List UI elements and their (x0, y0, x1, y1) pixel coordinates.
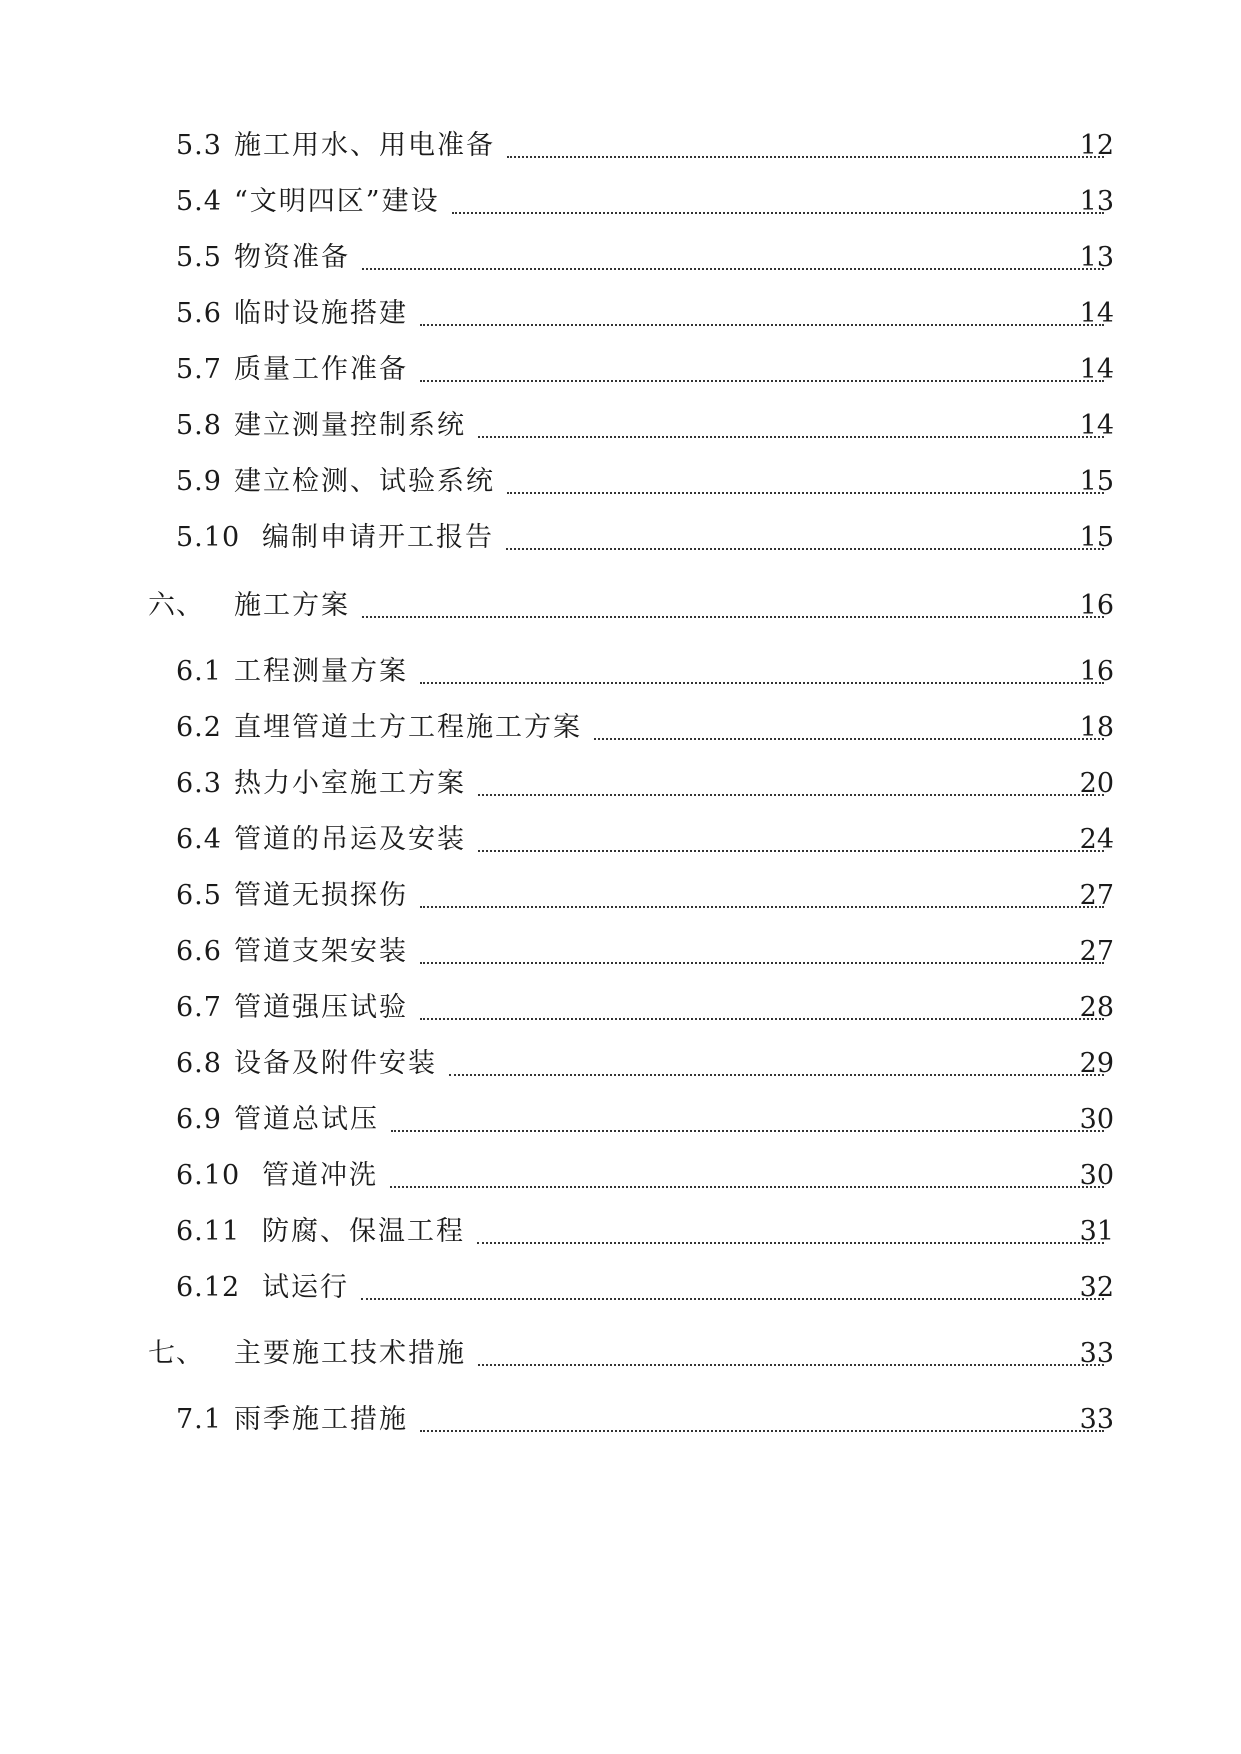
toc-entry-number: 7.1 (176, 1404, 222, 1435)
toc-entry-number: 6.3 (176, 768, 222, 799)
toc-entry-number: 6.9 (176, 1104, 222, 1135)
dot-leader (452, 194, 1104, 214)
dot-leader (391, 1112, 1104, 1132)
toc-entry-title: 直埋管道土方工程施工方案 (234, 712, 582, 743)
toc-entry-page: 15 (1079, 522, 1114, 553)
dot-leader (420, 664, 1104, 684)
toc-entry-6-10[interactable] (0, 1154, 1241, 1198)
toc-entry-page: 12 (1079, 130, 1114, 161)
toc-entry-number: 6.4 (176, 824, 222, 855)
toc-entry-page: 20 (1079, 768, 1114, 799)
toc-entry-number: 6.2 (176, 712, 222, 743)
toc-entry-title: 临时设施搭建 (234, 298, 408, 329)
toc-entry-page: 16 (1079, 590, 1114, 621)
dot-leader (362, 250, 1104, 270)
toc-entry-page: 28 (1079, 992, 1114, 1023)
toc-entry-number: 6.6 (176, 936, 222, 967)
toc-entry-number: 5.7 (176, 354, 222, 385)
dot-leader (420, 1000, 1104, 1020)
toc-entry-page: 16 (1079, 656, 1114, 687)
dot-leader (478, 832, 1104, 852)
toc-entry-page: 30 (1079, 1160, 1114, 1191)
toc-entry-number: 5.8 (176, 410, 222, 441)
toc-entry-number: 6.7 (176, 992, 222, 1023)
toc-entry-page: 32 (1079, 1272, 1114, 1303)
toc-entry-number: 6.1 (176, 656, 222, 687)
toc-entry-page: 14 (1079, 354, 1114, 385)
toc-entry-5-4[interactable] (0, 180, 1241, 224)
toc-entry-5-5[interactable] (0, 236, 1241, 280)
toc-entry-page: 31 (1079, 1216, 1114, 1247)
toc-entry-6-8[interactable] (0, 1042, 1241, 1086)
toc-entry-number: 6.11 (176, 1216, 241, 1247)
dot-leader (390, 1168, 1104, 1188)
toc-entry-5-7[interactable] (0, 348, 1241, 392)
dot-leader (478, 776, 1104, 796)
toc-entry-number: 5.4 (176, 186, 222, 217)
dot-leader (420, 888, 1104, 908)
toc-entry-title: 管道无损探伤 (234, 880, 408, 911)
toc-entry-6-5[interactable] (0, 874, 1241, 918)
toc-entry-title: 工程测量方案 (234, 656, 408, 687)
toc-entry-number: 6.10 (176, 1160, 241, 1191)
dot-leader (594, 720, 1104, 740)
toc-entry-5-10[interactable] (0, 516, 1241, 560)
toc-entry-title: 施工用水、用电准备 (234, 130, 495, 161)
toc-entry-title: 建立检测、试验系统 (234, 466, 495, 497)
toc-entry-title: 雨季施工措施 (234, 1404, 408, 1435)
toc-entry-number: 5.9 (176, 466, 222, 497)
toc-entry-number: 5.3 (176, 130, 222, 161)
toc-entry-number: 5.6 (176, 298, 222, 329)
toc-entry-chapter-7[interactable] (0, 1332, 1241, 1376)
toc-entry-number: 6.5 (176, 880, 222, 911)
toc-entry-6-2[interactable] (0, 706, 1241, 750)
dot-leader (362, 598, 1104, 618)
toc-entry-page: 13 (1079, 186, 1114, 217)
toc-entry-page: 14 (1079, 298, 1114, 329)
toc-entry-6-3[interactable] (0, 762, 1241, 806)
toc-entry-6-9[interactable] (0, 1098, 1241, 1142)
toc-entry-title: “文明四区”建设 (234, 186, 440, 217)
dot-leader (478, 418, 1104, 438)
dot-leader (449, 1056, 1104, 1076)
toc-entry-title: 管道冲洗 (262, 1160, 378, 1191)
toc-entry-title: 管道总试压 (234, 1104, 379, 1135)
toc-entry-title: 物资准备 (234, 242, 350, 273)
toc-entry-number: 5.5 (176, 242, 222, 273)
toc-entry-5-3[interactable] (0, 124, 1241, 168)
toc-entry-page: 33 (1079, 1404, 1114, 1435)
toc-entry-page: 30 (1079, 1104, 1114, 1135)
dot-leader (507, 474, 1104, 494)
toc-entry-number: 6.8 (176, 1048, 222, 1079)
dot-leader (361, 1280, 1104, 1300)
toc-entry-title: 质量工作准备 (234, 354, 408, 385)
toc-entry-title: 热力小室施工方案 (234, 768, 466, 799)
toc-entry-title: 管道强压试验 (234, 992, 408, 1023)
toc-entry-title: 试运行 (262, 1272, 349, 1303)
dot-leader (420, 1412, 1104, 1432)
toc-entry-6-7[interactable] (0, 986, 1241, 1030)
toc-entry-6-6[interactable] (0, 930, 1241, 974)
toc-entry-page: 29 (1079, 1048, 1114, 1079)
toc-entry-title: 建立测量控制系统 (234, 410, 466, 441)
toc-entry-number: 六、 (148, 590, 204, 621)
toc-entry-page: 14 (1079, 410, 1114, 441)
toc-entry-page: 27 (1079, 880, 1114, 911)
toc-entry-title: 管道的吊运及安装 (234, 824, 466, 855)
toc-entry-page: 13 (1079, 242, 1114, 273)
toc-entry-title: 编制申请开工报告 (262, 522, 494, 553)
toc-entry-page: 27 (1079, 936, 1114, 967)
toc-entry-6-12[interactable] (0, 1266, 1241, 1310)
toc-entry-page: 18 (1079, 712, 1114, 743)
dot-leader (477, 1224, 1104, 1244)
toc-entry-chapter-6[interactable] (0, 584, 1241, 628)
toc-entry-6-11[interactable] (0, 1210, 1241, 1254)
dot-leader (478, 1346, 1104, 1366)
toc-entry-page: 33 (1079, 1338, 1114, 1369)
toc-entry-title: 设备及附件安装 (234, 1048, 437, 1079)
toc-entry-title: 主要施工技术措施 (234, 1338, 466, 1369)
toc-entry-6-4[interactable] (0, 818, 1241, 862)
toc-entry-5-9[interactable] (0, 460, 1241, 504)
toc-entry-number: 5.10 (176, 522, 241, 553)
dot-leader (420, 362, 1104, 382)
toc-entry-7-1[interactable] (0, 1398, 1241, 1442)
toc-entry-title: 防腐、保温工程 (262, 1216, 465, 1247)
dot-leader (420, 306, 1104, 326)
toc-entry-page: 24 (1079, 824, 1114, 855)
dot-leader (420, 944, 1104, 964)
dot-leader (507, 138, 1104, 158)
toc-entry-5-8[interactable] (0, 404, 1241, 448)
toc-entry-5-6[interactable] (0, 292, 1241, 336)
toc-entry-page: 15 (1079, 466, 1114, 497)
dot-leader (506, 530, 1104, 550)
toc-entry-title: 施工方案 (234, 590, 350, 621)
toc-entry-number: 七、 (148, 1338, 204, 1369)
toc-entry-6-1[interactable] (0, 650, 1241, 694)
toc-entry-number: 6.12 (176, 1272, 241, 1303)
toc-entry-title: 管道支架安装 (234, 936, 408, 967)
